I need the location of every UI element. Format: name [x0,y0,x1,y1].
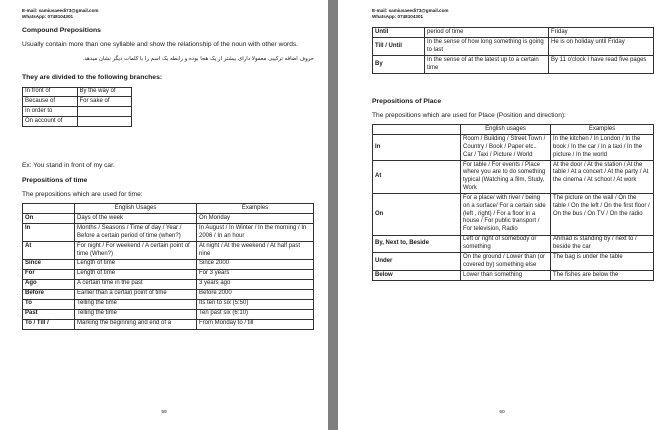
table-cell: Months / Seasons / Time of day / Year / Before a certain period of time (when?) [75,224,197,242]
table-cell: In front of [23,87,78,97]
table-cell: In [373,135,461,161]
table-cell [77,117,132,127]
table-cell: By the way of [77,87,132,97]
table-cell: On [23,214,75,224]
place-intro-text: The prepositions which are used for Place (Position and direction): [372,111,566,119]
table-cell: Telling the time [75,299,197,309]
table-cell: On the ground / Lower than (or covered by) something else [461,253,551,271]
intro-text: Usually contain more than one syllable and show the relationship of the noun with other words. [22,41,299,49]
whatsapp-text: WhatsApp: 0748104301 [372,13,424,19]
section-title-compound: Compound Prepositions [22,27,101,35]
table-cell: By 11 o'clock I have read five pages [549,56,654,74]
table-cell: In the kitchen / In London / In the book / In the car / In a taxi / In the picture / In the world [551,135,654,161]
table-row [373,235,654,253]
table-header-cell: Examples [197,204,314,214]
whatsapp-text: WhatsApp: 0748104301 [22,13,74,19]
table-cell: Till / Until [373,38,425,56]
table-row [23,319,314,329]
table-cell: From Monday to / till [197,319,314,329]
table-cell: Ago [23,279,75,289]
section-title-time: Prepositions of time [22,176,88,184]
section-title-place: Prepositions of Place [372,98,442,106]
table-header-row [373,125,654,135]
branches-table [22,87,132,128]
example-text: Ex: You stand in front of my car. [22,162,115,170]
table-cell: Under [373,253,461,271]
table-cell: The picture on the wall / On the table / On the left / On the first floor / On the bus / On TV / On the radio [551,194,654,235]
table-cell: By [373,56,425,74]
table-cell: Left or right of somebody or something [461,235,551,253]
table-row [23,309,314,319]
table-cell: To [23,299,75,309]
table-cell: Ahmad is standing by / next to / beside the car [551,235,654,253]
table-row [23,269,314,279]
table-cell: To / Till / [23,319,75,329]
page-number: 60 [499,409,505,415]
table-header-row [23,204,314,214]
table-cell: At the door / At the station / At the table / At a concert / At the party / At the cinema / At school / At work [551,160,654,193]
table-cell: Earlier than a certain point of time [75,289,197,299]
table-cell: Before [23,289,75,299]
table-cell: Room / Building / Street Town / Country / Book / Paper etc.. Car / Taxi / Picture / World [461,135,551,161]
table-cell: Before 2000 [197,289,314,299]
intro-text-persian: حروف اضافه ترکیبی معمولا دارای بیشتر از یک هجا بوده و رابطه یک اسم را با کلمات دیگر نشان میدهد. [82,55,314,62]
table-row [23,107,132,117]
time-prepositions-continued-table [372,27,654,74]
branches-heading: They are divided to the following branches: [22,73,163,81]
table-row [373,271,654,281]
table-cell: In [23,224,75,242]
table-cell: Telling the time [75,309,197,319]
table-row [23,279,314,289]
table-cell: On [373,194,461,235]
contact-info [22,8,314,19]
table-row [373,160,654,193]
table-cell: Because of [23,97,78,107]
table-cell: A certain time in the past [75,279,197,289]
table-row [373,38,654,56]
table-cell: Its ten to six (5:50) [197,299,314,309]
email-text: E-mail: samiusaeedi73@gmail.com [372,8,449,13]
table-row [23,224,314,242]
table-cell: For 3 years [197,269,314,279]
table-cell: Since [23,259,75,269]
left-page [0,0,328,430]
table-cell: In August / In Winter / In the morning / In 2006 / In an hour [197,224,314,242]
time-prepositions-table [22,203,314,329]
table-cell: Until [373,28,425,38]
table-cell: Since 2000 [197,259,314,269]
table-cell: On Monday [197,214,314,224]
table-cell: At [23,242,75,260]
table-cell: The bag is under the table [551,253,654,271]
contact-info [372,8,654,19]
table-row [23,289,314,299]
table-row [23,87,132,97]
email-text: E-mail: samiusaeedi73@gmail.com [22,8,99,13]
table-row [23,259,314,269]
table-cell: Below [373,271,461,281]
table-header-cell: English Usages [75,204,197,214]
table-cell: For sake of [77,97,132,107]
table-cell: For [23,269,75,279]
table-row [373,28,654,38]
table-row [373,194,654,235]
table-cell: On account of [23,117,78,127]
table-cell: Friday [549,28,654,38]
table-cell: For night / For weekend / A certain point of time (When?) [75,242,197,260]
table-cell: Ten past six (6:10) [197,309,314,319]
table-cell: In the sense of how long something is going to last [425,38,549,56]
table-row [373,135,654,161]
table-cell: By, Next to, Beside [373,235,461,253]
table-cell: The fishes are below the [551,271,654,281]
table-cell: Marking the beginning and end of a [75,319,197,329]
table-row [373,56,654,74]
table-row [23,117,132,127]
table-cell: For a place/ with river / being on a surface/ For a certain side (left , right) / For a floor in a house / For public transport / For television, Radio [461,194,551,235]
table-cell: In order to [23,107,78,117]
table-header-cell: English usages [461,125,551,135]
table-header-cell [23,204,75,214]
table-row [23,242,314,260]
table-row [373,253,654,271]
time-intro-text: The prepositions which are used for time: [22,190,143,198]
table-cell: At night / At the weekend / At half past nine [197,242,314,260]
table-cell: Days of the week [75,214,197,224]
table-cell [77,107,132,117]
place-prepositions-table [372,124,654,281]
right-page [338,0,666,430]
table-cell: Length of time [75,269,197,279]
table-cell: He is on holiday until Friday [549,38,654,56]
table-row [23,299,314,309]
table-cell: For table / For events / Place where you are to do something typical (Watching a film, Study, Work [461,160,551,193]
table-cell: 3 years ago [197,279,314,289]
page-number: 59 [161,409,167,415]
table-row [23,97,132,107]
table-cell: Length of time [75,259,197,269]
table-cell: At [373,160,461,193]
table-cell: Lower than something [461,271,551,281]
table-cell: In the sense of at the latest up to a certain time [425,56,549,74]
table-row [23,214,314,224]
table-header-cell: Examples [551,125,654,135]
table-cell: Past [23,309,75,319]
table-header-cell [373,125,461,135]
table-cell: period of time [425,28,549,38]
